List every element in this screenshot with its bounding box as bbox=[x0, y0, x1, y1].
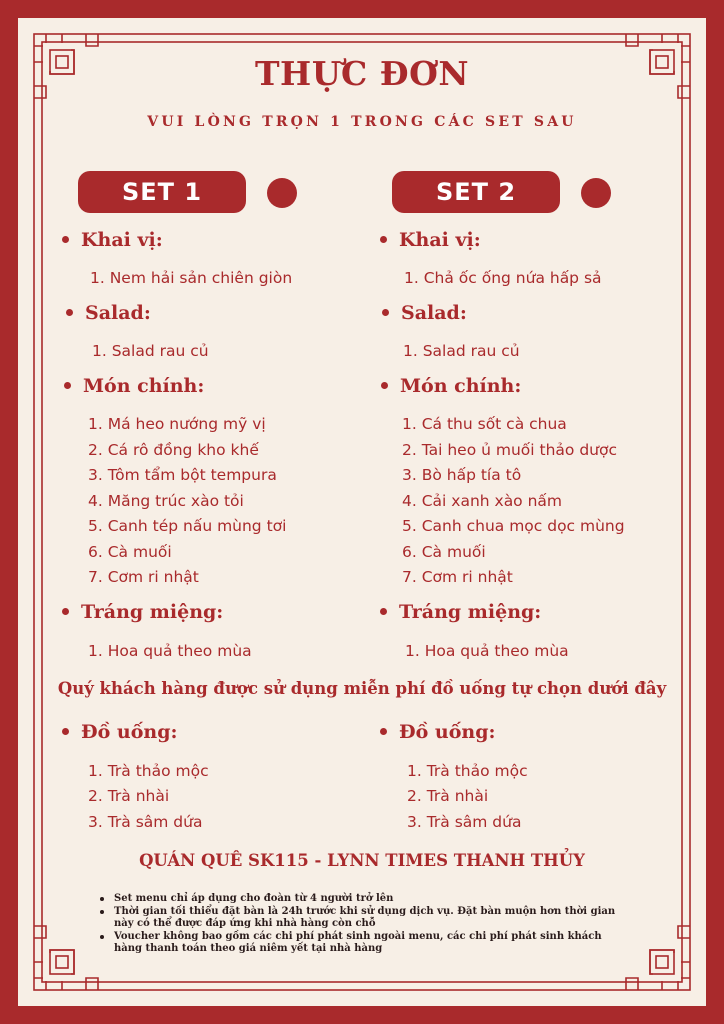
notes-list bbox=[98, 893, 628, 956]
set-1-trang-mieng-item: 1. Hoa quả theo mùa bbox=[88, 642, 252, 660]
set-1-dot bbox=[267, 178, 297, 208]
set-2-do-uong-item: 3. Trà sâm dứa bbox=[407, 813, 522, 831]
menu-subtitle: VUI LÒNG TRỌN 1 TRONG CÁC SET SAU bbox=[147, 114, 577, 130]
set-2-mon-chinh-heading: Món chính: bbox=[381, 375, 521, 397]
set-2-trang-mieng-item: 1. Hoa quả theo mùa bbox=[405, 642, 569, 660]
bullet-icon bbox=[382, 309, 389, 316]
set-2-mon-chinh-item: 6. Cà muối bbox=[402, 543, 486, 561]
bullet-icon bbox=[66, 309, 73, 316]
set-2-salad-heading: Salad: bbox=[382, 302, 467, 324]
set-2-salad-item: 1. Salad rau củ bbox=[403, 342, 520, 360]
set-1-khai-vi-item: 1. Nem hải sản chiên giòn bbox=[90, 269, 293, 287]
set-1-do-uong-item: 1. Trà thảo mộc bbox=[88, 762, 209, 780]
set-1-mon-chinh-item: 2. Cá rô đồng kho khế bbox=[88, 441, 259, 459]
set-2-do-uong-item: 2. Trà nhài bbox=[407, 787, 489, 805]
set-1-salad-heading: Salad: bbox=[66, 302, 151, 324]
set-2-mon-chinh-item: 2. Tai heo ủ muối thảo dược bbox=[402, 441, 617, 459]
set-1-mon-chinh-item: 6. Cà muối bbox=[88, 543, 172, 561]
note-item: Set menu chỉ áp dụng cho đoàn từ 4 người trở lên bbox=[98, 893, 628, 906]
bullet-icon bbox=[380, 608, 387, 615]
bullet-icon bbox=[62, 728, 69, 735]
set-1-mon-chinh-item: 1. Má heo nướng mỹ vị bbox=[88, 415, 266, 433]
menu-title: THỰC ĐƠN bbox=[254, 54, 470, 93]
set-2-mon-chinh-item: 5. Canh chua mọc dọc mùng bbox=[402, 517, 625, 535]
set-1-trang-mieng-heading: Tráng miệng: bbox=[62, 601, 223, 623]
set-2-label: SET 2 bbox=[392, 171, 560, 213]
set-2-khai-vi-heading: Khai vị: bbox=[380, 229, 481, 251]
bullet-icon bbox=[380, 728, 387, 735]
bullet-icon bbox=[62, 236, 69, 243]
note-item: Thời gian tối thiểu đặt bàn là 24h trước khi sử dụng dịch vụ. Đặt bàn muộn hơn thời gian này có thể được đáp ứng khi nhà hàng còn chỗ bbox=[98, 906, 628, 931]
set-1-do-uong-item: 3. Trà sâm dứa bbox=[88, 813, 203, 831]
set-2-mon-chinh-item: 1. Cá thu sốt cà chua bbox=[402, 415, 567, 433]
set-1-do-uong-heading: Đồ uống: bbox=[62, 721, 178, 743]
shop-name: QUÁN QUÊ SK115 - LYNN TIMES THANH THỦY bbox=[139, 851, 585, 870]
bullet-icon bbox=[62, 608, 69, 615]
set-1-mon-chinh-item: 4. Măng trúc xào tỏi bbox=[88, 492, 244, 510]
set-2-mon-chinh-item: 7. Cơm ri nhật bbox=[402, 568, 513, 586]
free-drinks-note: Quý khách hàng được sử dụng miễn phí đồ uống tự chọn dưới đây bbox=[57, 679, 667, 698]
set-1-mon-chinh-heading: Món chính: bbox=[64, 375, 204, 397]
set-2-khai-vi-item: 1. Chả ốc ống nứa hấp sả bbox=[404, 269, 602, 287]
set-2-trang-mieng-heading: Tráng miệng: bbox=[380, 601, 541, 623]
set-1-mon-chinh-item: 5. Canh tép nấu mùng tơi bbox=[88, 517, 287, 535]
set-2-do-uong-heading: Đồ uống: bbox=[380, 721, 496, 743]
set-2-mon-chinh-item: 4. Cải xanh xào nấm bbox=[402, 492, 563, 510]
bullet-icon bbox=[380, 236, 387, 243]
set-1-label: SET 1 bbox=[78, 171, 246, 213]
bullet-icon bbox=[381, 382, 388, 389]
set-1-salad-item: 1. Salad rau củ bbox=[92, 342, 209, 360]
note-item: Voucher không bao gồm các chi phí phát sinh ngoài menu, các chi phí phát sinh khách hàng thanh toán theo giá niêm yết tại nhà hàng bbox=[98, 931, 628, 956]
set-1-khai-vi-heading: Khai vị: bbox=[62, 229, 163, 251]
set-1-mon-chinh-item: 7. Cơm ri nhật bbox=[88, 568, 199, 586]
set-2-mon-chinh-item: 3. Bò hấp tía tô bbox=[402, 466, 522, 484]
set-1-mon-chinh-item: 3. Tôm tẩm bột tempura bbox=[88, 466, 277, 484]
set-1-do-uong-item: 2. Trà nhài bbox=[88, 787, 170, 805]
set-2-do-uong-item: 1. Trà thảo mộc bbox=[407, 762, 528, 780]
set-2-dot bbox=[581, 178, 611, 208]
bullet-icon bbox=[64, 382, 71, 389]
